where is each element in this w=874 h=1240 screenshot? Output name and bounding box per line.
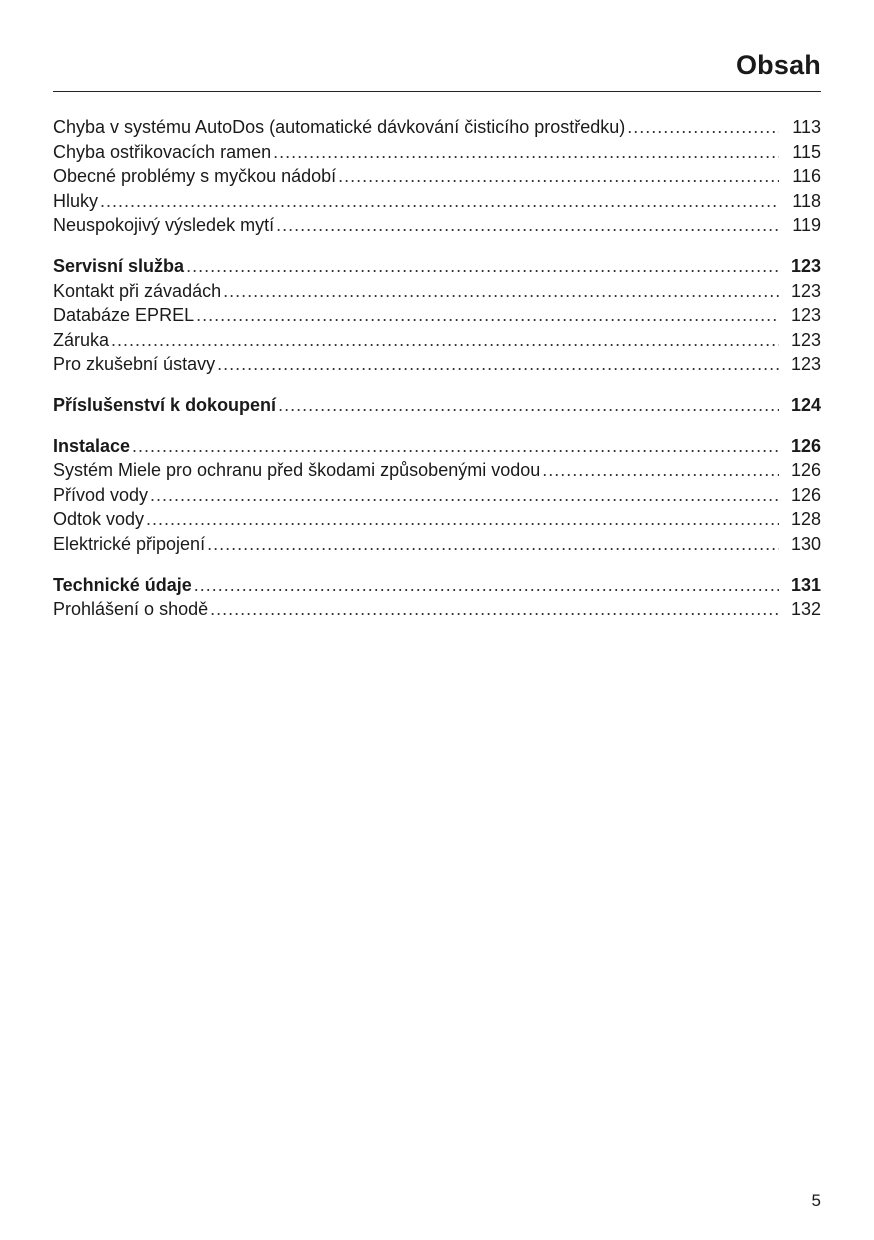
toc-entry-page: 128 [790, 509, 821, 530]
toc-dot-leader [111, 328, 779, 353]
toc-entry-page: 130 [790, 533, 821, 554]
toc-entry-label: Databáze EPREL [53, 305, 195, 326]
toc-heading-entry[interactable] [53, 393, 821, 418]
toc-entry-label: Elektrické připojení [53, 533, 206, 554]
toc-entry-page: 126 [790, 435, 821, 456]
toc-entry[interactable] [53, 213, 821, 238]
toc-dot-leader [100, 189, 779, 214]
toc-entry[interactable] [53, 532, 821, 557]
toc-entry-label: Přívod vody [53, 484, 149, 505]
toc-heading-entry[interactable] [53, 573, 821, 598]
toc-dot-leader [207, 532, 779, 557]
toc-entry-label: Hluky [53, 190, 99, 211]
toc-entry[interactable] [53, 458, 821, 483]
toc-dot-leader [273, 140, 779, 165]
toc-entry-page: 131 [790, 574, 821, 595]
toc-entry[interactable] [53, 140, 821, 165]
toc-entry-page: 124 [790, 394, 821, 415]
toc-dot-leader [186, 254, 779, 279]
toc-section [53, 393, 821, 418]
toc-entry[interactable] [53, 352, 821, 377]
toc-entry-page: 118 [792, 190, 821, 211]
toc-entry-label: Obecné problémy s myčkou nádobí [53, 166, 337, 187]
toc-entry-page: 123 [790, 280, 821, 301]
toc-entry-page: 123 [790, 255, 821, 276]
toc-dot-leader [338, 164, 779, 189]
toc-entry-label: Kontakt při závadách [53, 280, 222, 301]
toc-dot-leader [217, 352, 779, 377]
toc-entry-page: 123 [790, 305, 821, 326]
table-of-contents [53, 115, 821, 638]
toc-entry[interactable] [53, 115, 821, 140]
toc-dot-leader [194, 573, 779, 598]
toc-dot-leader [627, 115, 779, 140]
toc-entry-label: Pro zkušební ústavy [53, 354, 216, 375]
toc-entry-page: 123 [790, 354, 821, 375]
page-title: Obsah [735, 50, 821, 80]
toc-entry[interactable] [53, 189, 821, 214]
toc-entry-page: 113 [792, 117, 821, 137]
toc-heading-entry[interactable] [53, 434, 821, 459]
toc-entry-label: Instalace [53, 435, 131, 456]
toc-dot-leader [223, 279, 779, 304]
toc-section [53, 573, 821, 622]
toc-entry-page: 115 [792, 141, 821, 162]
toc-entry[interactable] [53, 328, 821, 353]
toc-entry-page: 126 [790, 484, 821, 505]
toc-entry-label: Záruka [53, 329, 110, 350]
page-number: 5 [811, 1191, 821, 1210]
toc-entry-label: Servisní služba [53, 255, 185, 276]
toc-entry[interactable] [53, 483, 821, 508]
toc-entry-label: Příslušenství k dokoupení [53, 394, 277, 415]
toc-entry-label: Prohlášení o shodě [53, 599, 209, 620]
toc-dot-leader [196, 303, 779, 328]
toc-section [53, 434, 821, 557]
toc-entry-label: Chyba v systému AutoDos (automatické dávkování čisticího prostředku) [53, 117, 626, 137]
toc-entry[interactable] [53, 164, 821, 189]
toc-dot-leader [276, 213, 779, 238]
toc-dot-leader [146, 507, 779, 532]
toc-entry-page: 123 [790, 329, 821, 350]
toc-dot-leader [278, 393, 779, 418]
toc-entry-page: 126 [790, 460, 821, 481]
title-divider [53, 91, 821, 92]
toc-dot-leader [132, 434, 779, 459]
toc-entry-label: Chyba ostřikovacích ramen [53, 141, 272, 162]
toc-entry-label: Odtok vody [53, 509, 145, 530]
toc-dot-leader [210, 597, 779, 622]
toc-entry-label: Systém Miele pro ochranu před škodami způsobenými vodou [53, 460, 541, 481]
toc-entry[interactable] [53, 303, 821, 328]
toc-section [53, 254, 821, 377]
toc-entry[interactable] [53, 279, 821, 304]
toc-section [53, 115, 821, 238]
toc-entry-page: 132 [790, 599, 821, 620]
toc-entry-label: Neuspokojivý výsledek mytí [53, 215, 275, 236]
toc-dot-leader [150, 483, 779, 508]
toc-entry-page: 119 [792, 215, 821, 236]
toc-heading-entry[interactable] [53, 254, 821, 279]
toc-entry-page: 116 [792, 166, 821, 187]
toc-entry[interactable] [53, 597, 821, 622]
toc-entry-label: Technické údaje [53, 574, 192, 595]
toc-entry[interactable] [53, 507, 821, 532]
toc-dot-leader [542, 458, 779, 483]
